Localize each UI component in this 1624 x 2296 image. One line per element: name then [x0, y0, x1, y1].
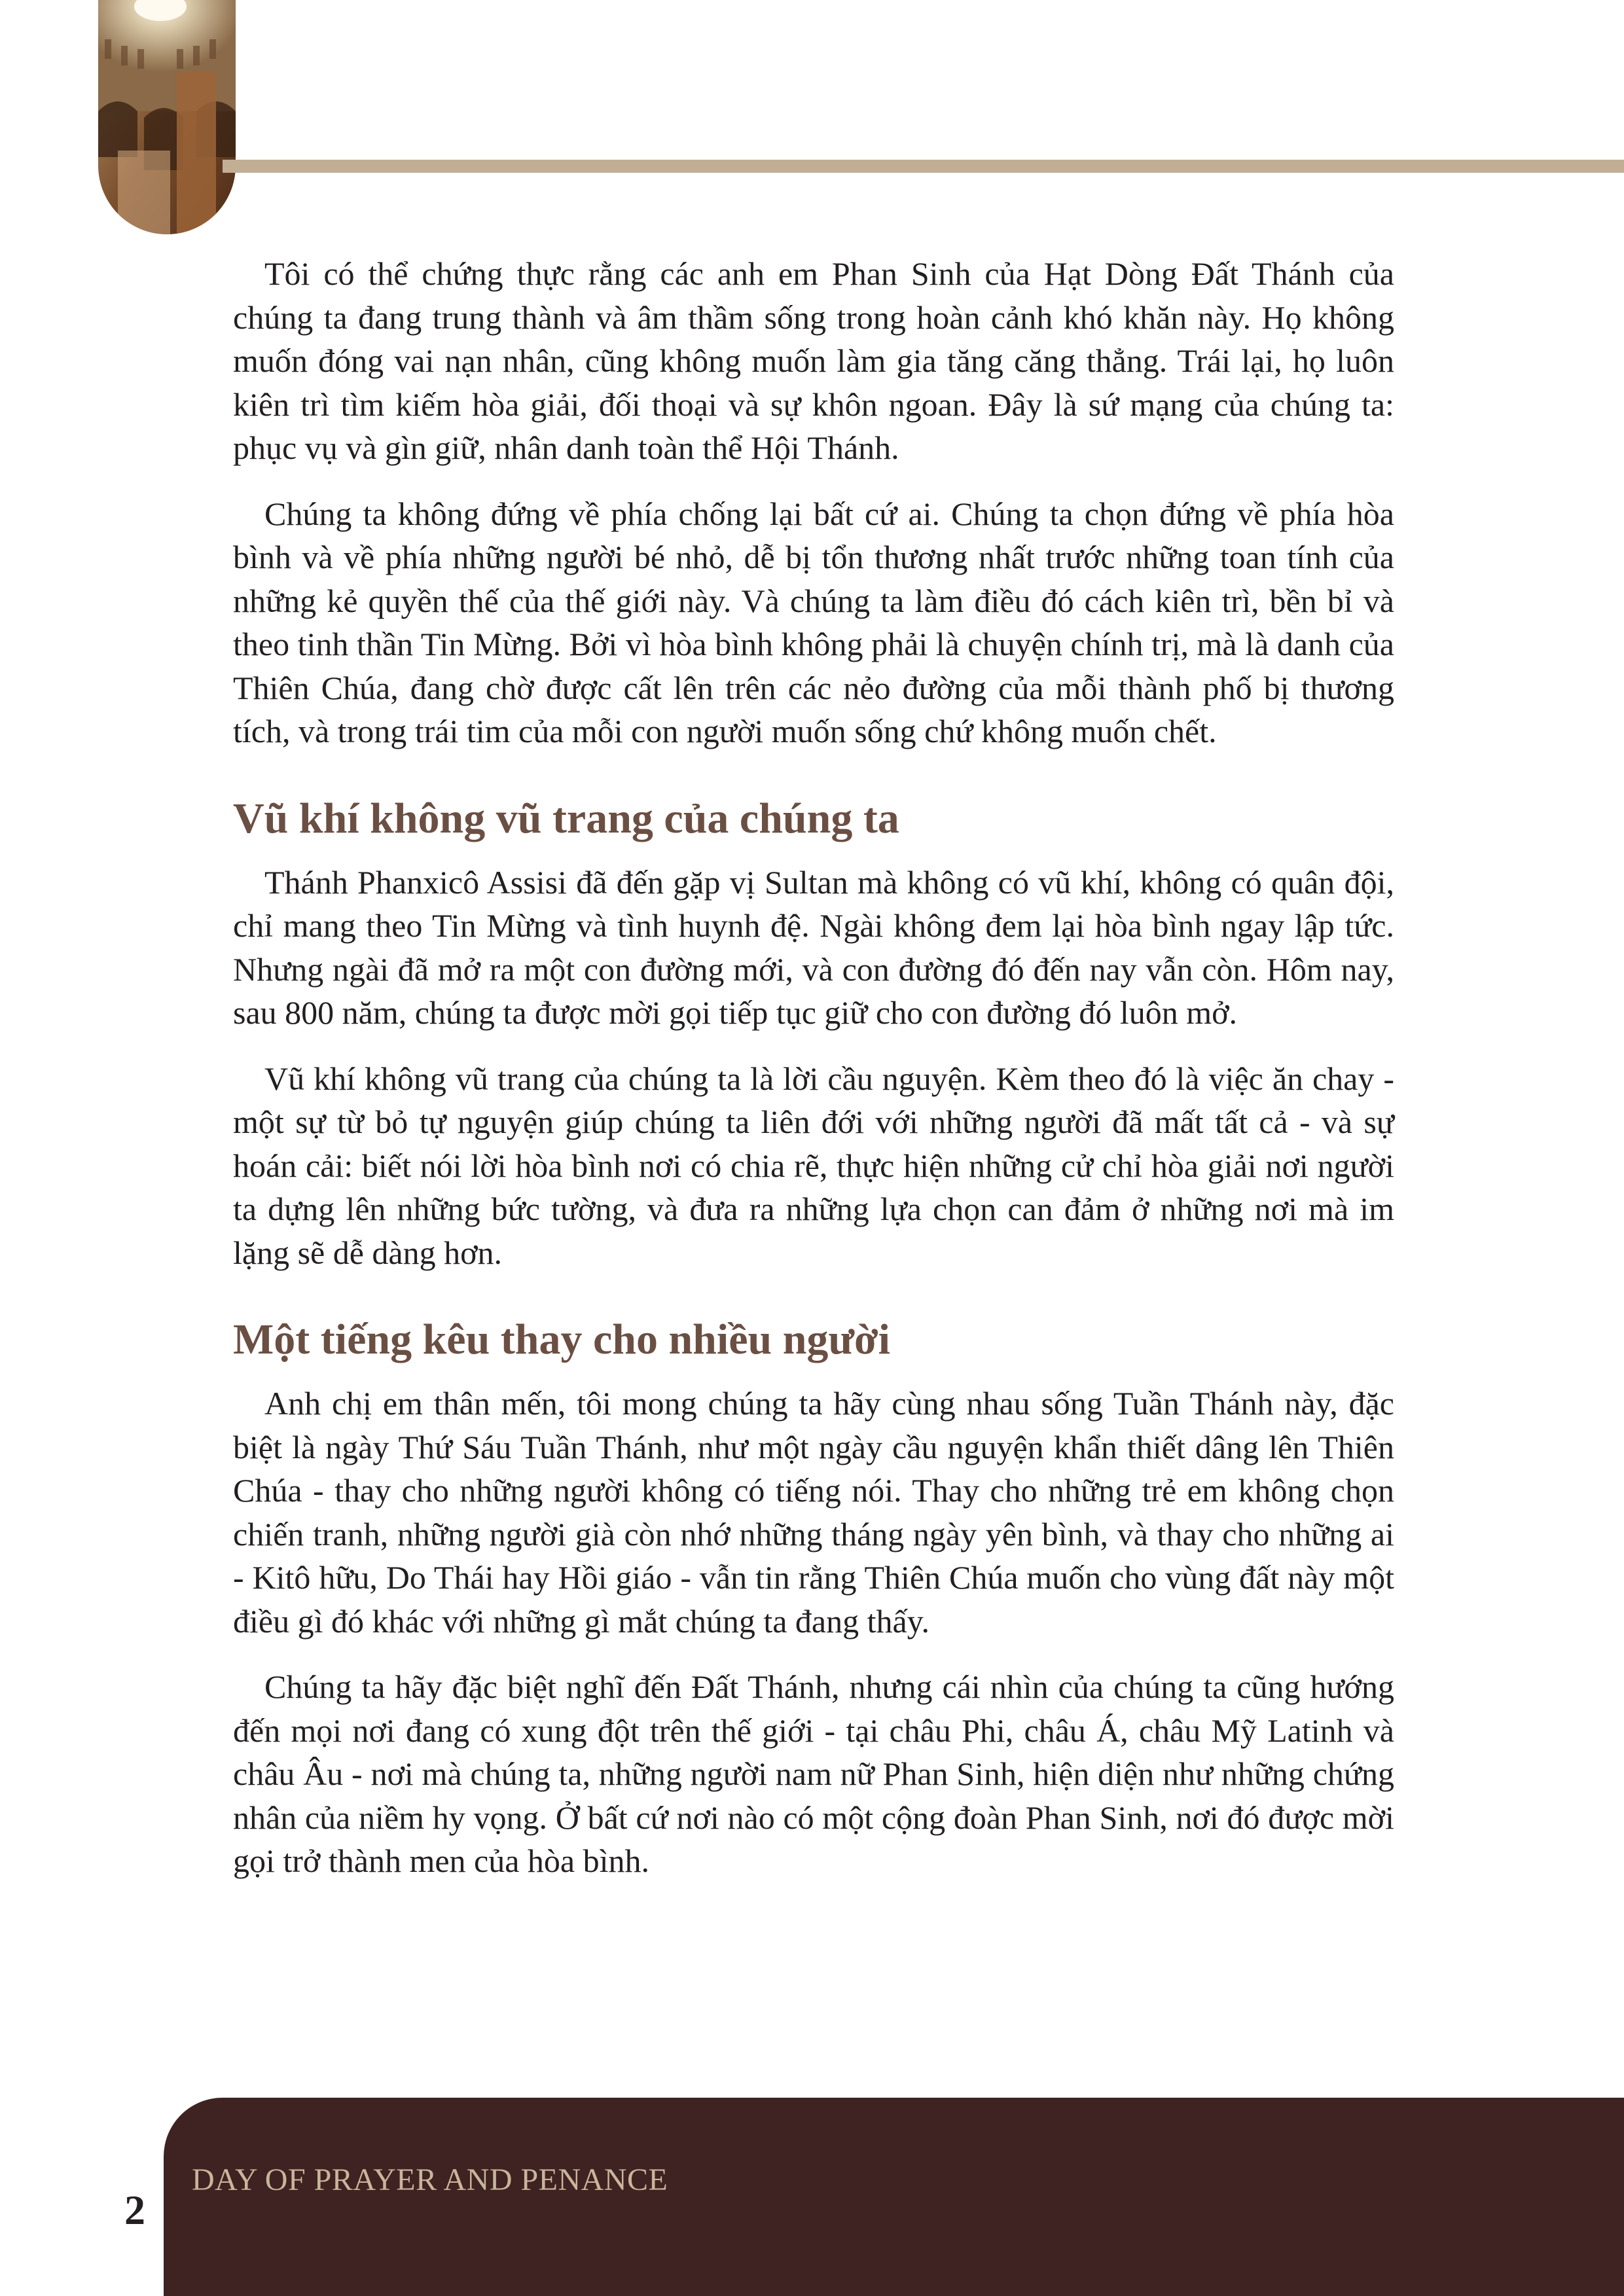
- header-rule: [223, 160, 1624, 173]
- section-heading: Vũ khí không vũ trang của chúng ta: [233, 794, 899, 842]
- section-heading: Một tiếng kêu thay cho nhiều người: [233, 1316, 890, 1363]
- body-paragraph: Vũ khí không vũ trang của chúng ta là lời cầu nguyện. Kèm theo đó là việc ăn chay - một sự từ bỏ tự nguyện giúp chúng ta liên đới với những người đã mất tất cả - và sự hoán cải: biết nói lời hòa bình nơi có chia rẽ, thực hiện những cử chỉ hòa giải nơi người ta dựng lên những bức tường, và đưa ra những lựa chọn can đảm ở những nơi mà im lặng sẽ dễ dàng hơn.: [233, 1060, 1394, 1271]
- dome-interior-image: [98, 0, 236, 234]
- header-dome-photo: [98, 0, 236, 234]
- body-paragraph: Chúng ta hãy đặc biệt nghĩ đến Đất Thánh, nhưng cái nhìn của chúng ta cũng hướng đến mọi nơi đang có xung đột trên thế giới - tại châu Phi, châu Á, châu Mỹ Latinh và châu Âu - nơi mà chúng ta, những người nam nữ Phan Sinh, hiện diện như những chứng nhân của niềm hy vọng. Ở bất cứ nơi nào có một cộng đoàn Phan Sinh, nơi đó được mời gọi trở thành men của hòa bình.: [233, 1668, 1394, 1879]
- footer-title: DAY OF PRAYER AND PENANCE: [192, 2162, 668, 2197]
- body-paragraph: Anh chị em thân mến, tôi mong chúng ta hãy cùng nhau sống Tuần Thánh này, đặc biệt là ngày Thứ Sáu Tuần Thánh, như một ngày cầu nguyện khẩn thiết dâng lên Thiên Chúa - thay cho những người không có tiếng nói. Thay cho những trẻ em không chọn chiến tranh, những người già còn nhớ những tháng ngày yên bình, và thay cho những ai - Kitô hữu, Do Thái hay Hồi giáo - vẫn tin rằng Thiên Chúa muốn cho vùng đất này một điều gì đó khác với những gì mắt chúng ta đang thấy.: [233, 1385, 1394, 1640]
- page-number: 2: [124, 2187, 145, 2233]
- body-paragraph: Thánh Phanxicô Assisi đã đến gặp vị Sultan mà không có vũ khí, không có quân đội, chỉ mang theo Tin Mừng và tình huynh đệ. Ngài không đem lại hòa bình ngay lập tức. Nhưng ngài đã mở ra một con đường mới, và con đường đó đến nay vẫn còn. Hôm nay, sau 800 năm, chúng ta được mời gọi tiếp tục giữ cho con đường đó luôn mở.: [233, 863, 1394, 1031]
- body-paragraph: Chúng ta không đứng về phía chống lại bất cứ ai. Chúng ta chọn đứng về phía hòa bình và về phía những người bé nhỏ, dễ bị tổn thương nhất trước những toan tính của những kẻ quyền thế của thế giới này. Và chúng ta làm điều đó cách kiên trì, bền bỉ và theo tinh thần Tin Mừng. Bởi vì hòa bình không phải là chuyện chính trị, mà là danh của Thiên Chúa, đang chờ được cất lên trên các nẻo đường của mỗi thành phố bị thương tích, và trong trái tim của mỗi con người muốn sống chứ không muốn chết.: [233, 495, 1394, 749]
- body-paragraph: Tôi có thể chứng thực rằng các anh em Phan Sinh của Hạt Dòng Đất Thánh của chúng ta đang trung thành và âm thầm sống trong hoàn cảnh khó khăn này. Họ không muốn đóng vai nạn nhân, cũng không muốn làm gia tăng căng thẳng. Trái lại, họ luôn kiên trì tìm kiếm hòa giải, đối thoại và sự khôn ngoan. Đây là sứ mạng của chúng ta: phục vụ và gìn giữ, nhân danh toàn thể Hội Thánh.: [233, 255, 1394, 466]
- article-body: [233, 252, 1394, 1905]
